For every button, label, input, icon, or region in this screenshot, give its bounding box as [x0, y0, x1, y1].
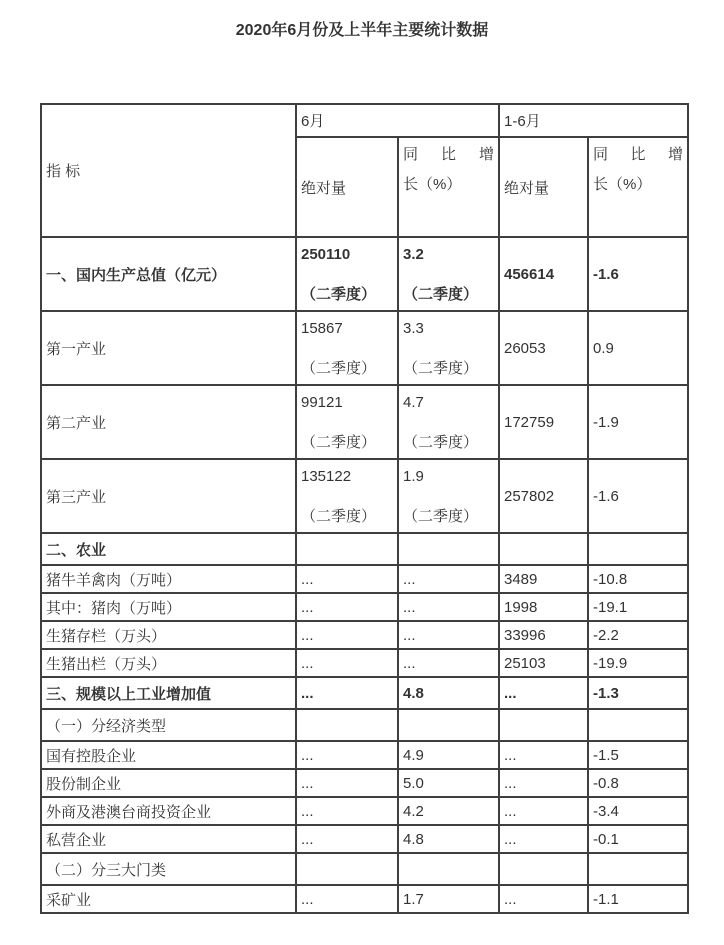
cell-half-absolute [499, 533, 588, 565]
table-row [41, 769, 688, 797]
table-row [41, 311, 688, 385]
row-label: 第二产业 [41, 385, 296, 459]
table-row [41, 677, 688, 709]
cell-value: 99121 [301, 393, 343, 411]
cell-june-yoy: ... [398, 621, 499, 649]
cell-half-absolute: 25103 [499, 649, 588, 677]
cell-june-yoy: 4.9 [398, 741, 499, 769]
cell-june-yoy: 5.0 [398, 769, 499, 797]
row-label: （一）分经济类型 [41, 709, 296, 741]
header-june-absolute: 绝对量 [296, 137, 398, 237]
yoy-label-line2: 长（%） [403, 176, 462, 193]
cell-half-yoy: -1.5 [588, 741, 688, 769]
stats-table [40, 103, 689, 914]
table-row [41, 593, 688, 621]
cell-value: 135122 [301, 467, 352, 485]
cell-half-yoy: -1.1 [588, 885, 688, 913]
page-title: 2020年6月份及上半年主要统计数据 [235, 22, 489, 39]
table-row [41, 797, 688, 825]
table-row [41, 853, 688, 885]
cell-june-absolute [296, 459, 398, 533]
cell-june-yoy [398, 311, 499, 385]
cell-half-absolute [499, 709, 588, 741]
table-row [41, 621, 688, 649]
cell-june-yoy: 4.8 [398, 677, 499, 709]
row-label: 私营企业 [41, 825, 296, 853]
cell-quarter-note: （二季度） [403, 433, 479, 451]
cell-half-yoy: -1.3 [588, 677, 688, 709]
cell-half-absolute: ... [499, 797, 588, 825]
cell-half-absolute: ... [499, 741, 588, 769]
cell-june-yoy [398, 533, 499, 565]
cell-june-absolute [296, 709, 398, 741]
cell-june-yoy [398, 459, 499, 533]
cell-half-yoy: -1.9 [588, 385, 688, 459]
cell-june-absolute: ... [296, 741, 398, 769]
table-row [41, 237, 688, 311]
cell-half-absolute: ... [499, 825, 588, 853]
header-row-periods [41, 104, 688, 137]
cell-quarter-note: （二季度） [301, 433, 377, 451]
row-label: 第三产业 [41, 459, 296, 533]
cell-june-yoy: 4.2 [398, 797, 499, 825]
table-row [41, 885, 688, 913]
cell-value: 1.9 [403, 467, 424, 485]
cell-half-yoy: -19.9 [588, 649, 688, 677]
cell-june-yoy: ... [398, 649, 499, 677]
row-label: 生猪存栏（万头） [41, 621, 296, 649]
cell-half-absolute: 3489 [499, 565, 588, 593]
cell-june-absolute: ... [296, 797, 398, 825]
cell-june-absolute: ... [296, 565, 398, 593]
row-label: 外商及港澳台商投资企业 [41, 797, 296, 825]
cell-june-yoy: 1.7 [398, 885, 499, 913]
cell-half-yoy: -19.1 [588, 593, 688, 621]
cell-half-absolute: 456614 [499, 237, 588, 311]
cell-half-yoy [588, 709, 688, 741]
cell-quarter-note: （二季度） [403, 359, 479, 377]
cell-quarter-note: （二季度） [403, 507, 479, 525]
cell-june-yoy: 4.8 [398, 825, 499, 853]
cell-june-absolute: ... [296, 885, 398, 913]
cell-june-yoy [398, 853, 499, 885]
header-half-absolute: 绝对量 [499, 137, 588, 237]
row-label: 其中：猪肉（万吨） [41, 593, 296, 621]
cell-half-absolute: ... [499, 885, 588, 913]
yoy-label-line1: 同 比 增 [403, 146, 494, 163]
cell-june-absolute: ... [296, 621, 398, 649]
table-row [41, 741, 688, 769]
cell-half-yoy: -0.8 [588, 769, 688, 797]
cell-june-absolute [296, 533, 398, 565]
header-june: 6月 [296, 104, 499, 137]
cell-half-absolute: 257802 [499, 459, 588, 533]
cell-value: 4.7 [403, 393, 424, 411]
cell-june-absolute: ... [296, 593, 398, 621]
cell-half-absolute: 33996 [499, 621, 588, 649]
header-indicator: 指 标 [41, 104, 296, 237]
page [0, 21, 724, 914]
cell-june-absolute: ... [296, 649, 398, 677]
table-row [41, 709, 688, 741]
cell-june-absolute [296, 237, 398, 311]
table-body [41, 237, 688, 913]
cell-quarter-note: （二季度） [301, 359, 377, 377]
cell-june-absolute [296, 385, 398, 459]
cell-half-yoy: -0.1 [588, 825, 688, 853]
row-label: （二）分三大门类 [41, 853, 296, 885]
cell-value: 15867 [301, 319, 343, 337]
cell-half-absolute: ... [499, 677, 588, 709]
yoy-label-line2: 长（%） [593, 176, 652, 193]
header-june-yoy [398, 137, 499, 237]
cell-half-absolute [499, 853, 588, 885]
row-label: 一、国内生产总值（亿元） [41, 237, 296, 311]
cell-half-yoy: -10.8 [588, 565, 688, 593]
cell-half-yoy: -3.4 [588, 797, 688, 825]
row-label: 股份制企业 [41, 769, 296, 797]
cell-half-yoy: -1.6 [588, 459, 688, 533]
table-row [41, 565, 688, 593]
table-row [41, 533, 688, 565]
cell-june-absolute: ... [296, 769, 398, 797]
header-jan-june: 1-6月 [499, 104, 688, 137]
cell-half-yoy [588, 533, 688, 565]
row-label: 国有控股企业 [41, 741, 296, 769]
table-row [41, 825, 688, 853]
cell-june-yoy [398, 709, 499, 741]
cell-quarter-note: （二季度） [301, 285, 377, 303]
cell-quarter-note: （二季度） [403, 285, 479, 303]
table-row [41, 385, 688, 459]
row-label: 第一产业 [41, 311, 296, 385]
cell-half-yoy [588, 853, 688, 885]
cell-june-absolute: ... [296, 825, 398, 853]
cell-june-yoy: ... [398, 565, 499, 593]
cell-value: 3.3 [403, 319, 424, 337]
cell-june-absolute: ... [296, 677, 398, 709]
cell-june-yoy [398, 385, 499, 459]
cell-june-yoy [398, 237, 499, 311]
cell-half-absolute: 1998 [499, 593, 588, 621]
cell-june-absolute [296, 311, 398, 385]
cell-half-yoy: -2.2 [588, 621, 688, 649]
table-row [41, 649, 688, 677]
row-label: 采矿业 [41, 885, 296, 913]
cell-half-absolute: 172759 [499, 385, 588, 459]
row-label: 生猪出栏（万头） [41, 649, 296, 677]
header-half-yoy [588, 137, 688, 237]
cell-june-yoy: ... [398, 593, 499, 621]
cell-half-yoy: 0.9 [588, 311, 688, 385]
row-label: 三、规模以上工业增加值 [41, 677, 296, 709]
row-label: 二、农业 [41, 533, 296, 565]
cell-value: 250110 [301, 245, 351, 263]
row-label: 猪牛羊禽肉（万吨） [41, 565, 296, 593]
cell-half-absolute: ... [499, 769, 588, 797]
cell-half-absolute: 26053 [499, 311, 588, 385]
cell-june-absolute [296, 853, 398, 885]
cell-value: 3.2 [403, 245, 424, 263]
cell-half-yoy: -1.6 [588, 237, 688, 311]
yoy-label-line1: 同 比 增 [593, 146, 683, 163]
table-row [41, 459, 688, 533]
cell-quarter-note: （二季度） [301, 507, 377, 525]
